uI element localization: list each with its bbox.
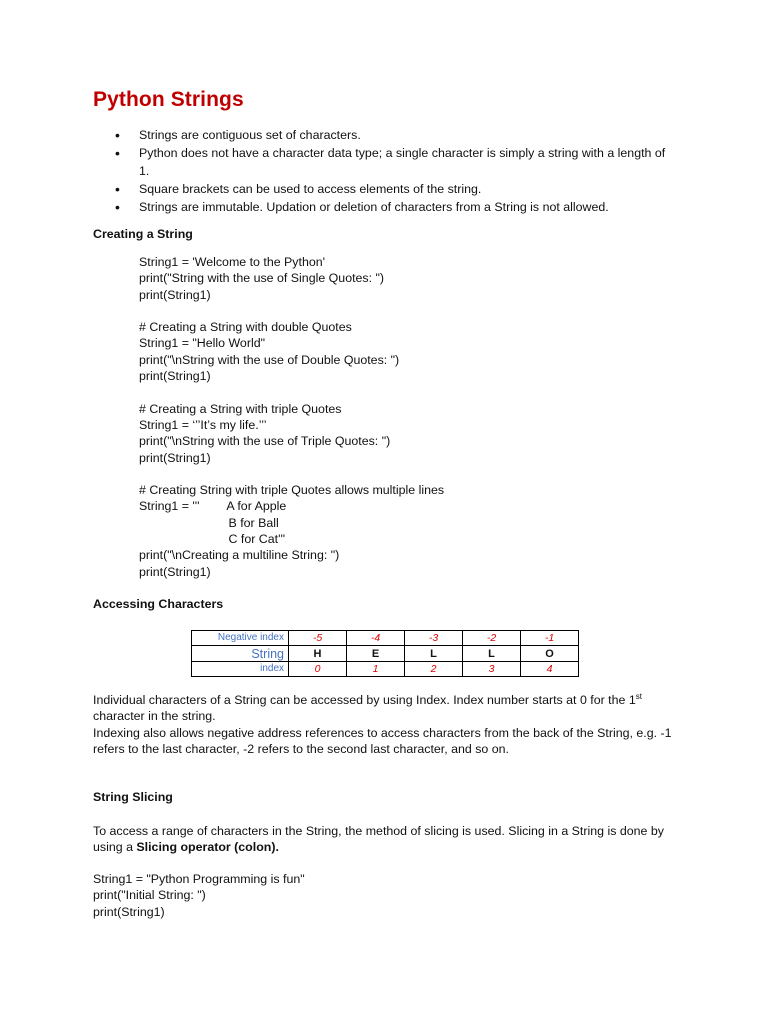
code-line: print(String1) — [139, 450, 211, 465]
bullet-item: • Strings are immutable. Updation or deletion of characters from a String is not allowed. — [115, 198, 675, 216]
positive-index-cell: 2 — [405, 662, 463, 677]
positive-index-cell: 1 — [347, 662, 405, 677]
code-line: String1 = "Hello World" — [139, 336, 265, 351]
negative-index-cell: -5 — [289, 631, 347, 646]
bullet-item: • Square brackets can be used to access elements of the string. — [115, 180, 675, 198]
negative-index-cell: -2 — [463, 631, 521, 646]
index-label: index — [192, 662, 289, 677]
code-block-slicing — [93, 871, 513, 920]
positive-index-cell: 0 — [289, 662, 347, 677]
code-line: print("\nString with the use of Triple Quotes: ") — [139, 434, 391, 449]
char-cell: E — [347, 646, 405, 662]
code-line: # Creating a String with double Quotes — [139, 320, 352, 335]
accessing-paragraph-1 — [93, 692, 673, 725]
char-cell: H — [289, 646, 347, 662]
code-line: String1 = ''' A for Apple — [139, 499, 287, 514]
page-title: Python Strings — [93, 88, 244, 111]
bullet-item: • Python does not have a character data type; a single character is simply a string with a length of 1. — [115, 144, 675, 180]
accessing-paragraph-2: Indexing also allows negative address references to access characters from the back of the String, e.g. -1 refers to the last character, -2 refers to the second last character, and so on. — [93, 726, 672, 757]
negative-index-cell: -3 — [405, 631, 463, 646]
code-line: String1 = 'Welcome to the Python' — [139, 255, 325, 269]
char-cell: O — [521, 646, 579, 662]
code-line: print(String1) — [139, 564, 211, 579]
code-line: print("\nString with the use of Double Quotes: ") — [139, 352, 400, 367]
code-line: print(String1) — [93, 904, 165, 919]
section-heading-creating: Creating a String — [93, 227, 193, 241]
bullet-item: • Strings are contiguous set of characters. — [115, 126, 675, 144]
intro-bullet-list — [115, 126, 675, 216]
code-line: print(String1) — [139, 369, 211, 384]
paragraph-text: character in the string. — [93, 709, 216, 724]
negative-index-cell: -1 — [521, 631, 579, 646]
string-row — [192, 646, 579, 662]
negative-index-label: Negative index — [192, 631, 289, 646]
section-heading-accessing: Accessing Characters — [93, 597, 224, 611]
positive-index-cell: 4 — [521, 662, 579, 677]
code-line: print("Initial String: ") — [93, 888, 206, 903]
code-line: B for Ball — [139, 515, 279, 530]
code-line: # Creating a String with triple Quotes — [139, 401, 342, 416]
code-line: C for Cat''' — [139, 532, 286, 547]
positive-index-cell: 3 — [463, 662, 521, 677]
code-line: print(String1) — [139, 287, 211, 302]
paragraph-text: Individual characters of a String can be accessed by using Index. Index number starts at 0 for the 1 — [93, 693, 636, 707]
section-heading-slicing: String Slicing — [93, 790, 173, 804]
code-line: # Creating String with triple Quotes allows multiple lines — [139, 483, 445, 498]
char-cell: L — [463, 646, 521, 662]
code-line: String1 = ‘’’It’s my life.’’’ — [139, 417, 267, 432]
negative-index-cell: -4 — [347, 631, 405, 646]
slicing-paragraph — [93, 823, 673, 856]
code-line: print("String with the use of Single Quotes: ") — [139, 271, 385, 286]
positive-index-row — [192, 662, 579, 677]
code-line: print("\nCreating a multiline String: ") — [139, 548, 340, 563]
code-line: String1 = "Python Programming is fun" — [93, 872, 305, 886]
string-index-table — [191, 630, 579, 677]
char-cell: L — [405, 646, 463, 662]
code-block-creating — [139, 254, 559, 580]
string-label: String — [192, 646, 289, 662]
ordinal-superscript: st — [635, 691, 642, 701]
negative-index-row — [192, 631, 579, 646]
paragraph-text: To access a range of characters in the String, the method of slicing is used. Slicing in a String is done by using a — [93, 824, 664, 855]
slicing-operator-term: Slicing operator (colon). — [136, 840, 279, 855]
